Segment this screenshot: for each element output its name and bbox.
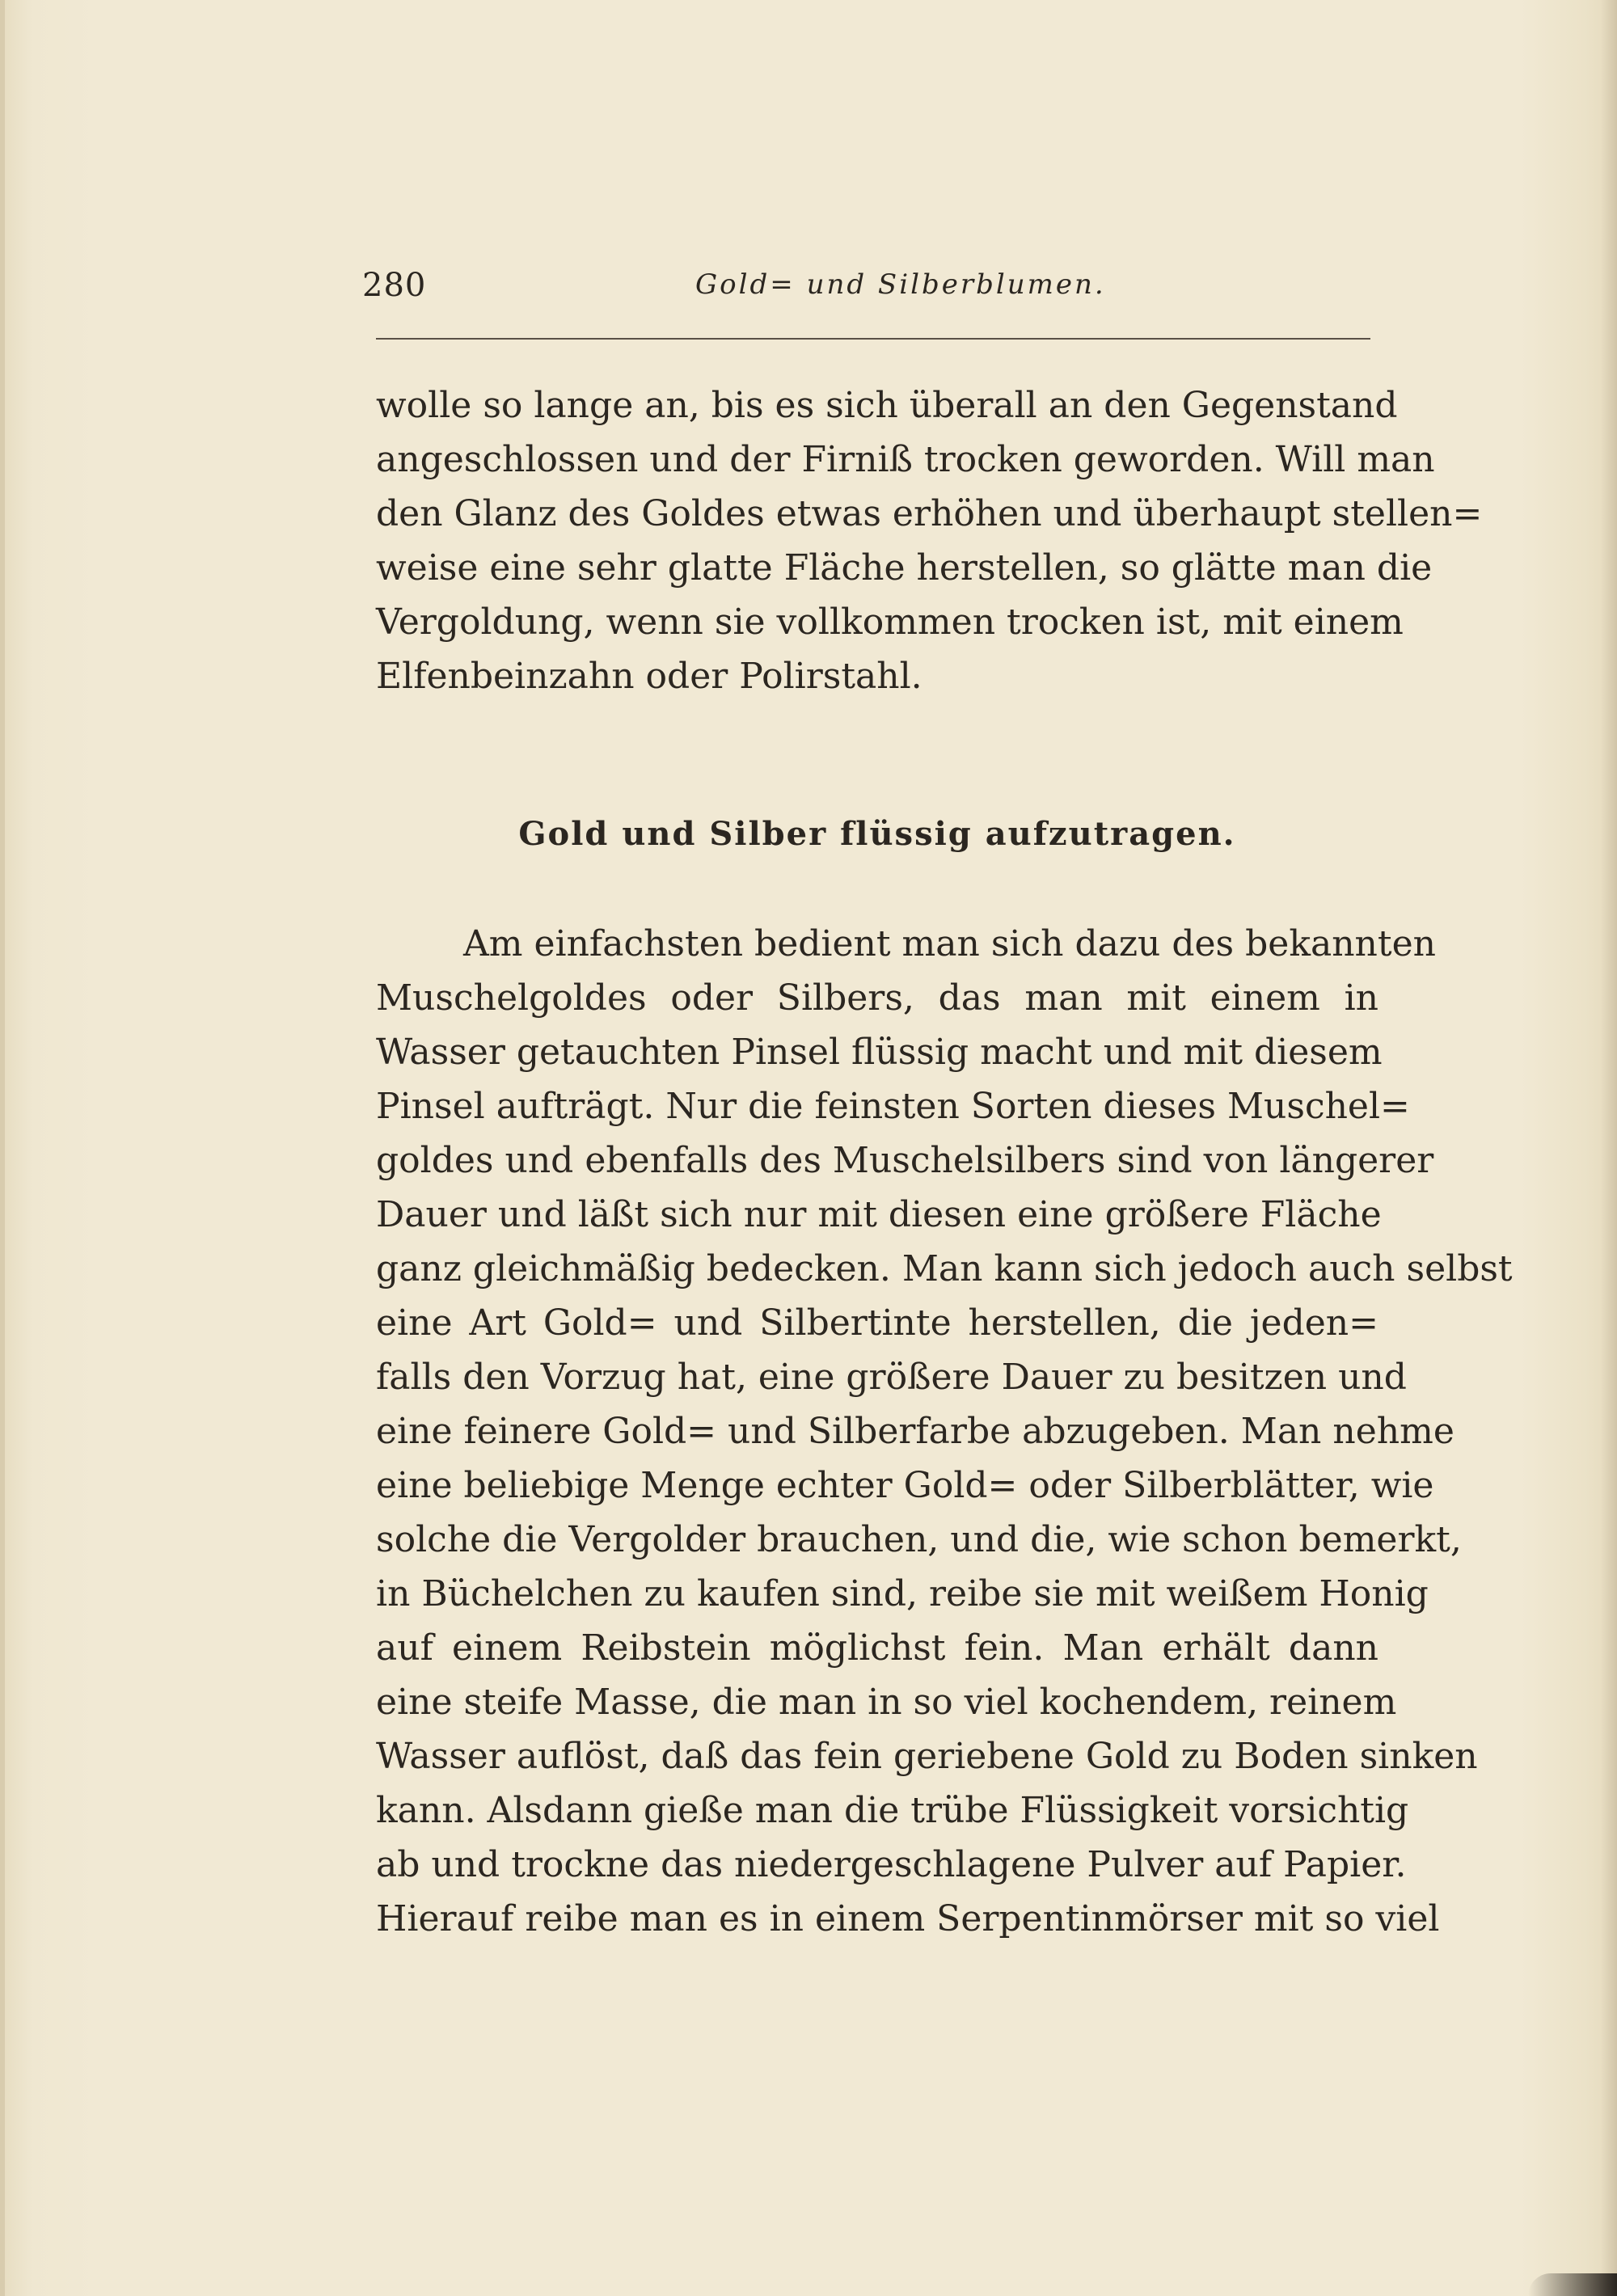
text-line: Wasser auflöst, daß das fein geriebene Gold zu Boden sinken xyxy=(376,1736,1478,1777)
page-corner-shadow xyxy=(1528,2273,1617,2296)
header-rule xyxy=(376,338,1370,340)
page-header xyxy=(362,267,1373,315)
text-line: Am einfachsten bedient man sich dazu des bekannten xyxy=(463,923,1436,964)
text-line: eine feinere Gold= und Silberfarbe abzugeben. Man nehme xyxy=(376,1411,1454,1452)
running-head: Gold= und Silberblumen. xyxy=(695,268,1106,301)
text-line: Dauer und läßt sich nur mit diesen eine größere Fläche xyxy=(376,1194,1382,1235)
text-line: eine steife Masse, die man in so viel kochendem, reinem xyxy=(376,1682,1397,1723)
text-line: Pinsel aufträgt. Nur die feinsten Sorten dieses Muschel= xyxy=(376,1086,1410,1127)
text-line: eine beliebige Menge echter Gold= oder Silberblätter, wie xyxy=(376,1465,1434,1506)
text-line: in Büchelchen zu kaufen sind, reibe sie mit weißem Honig xyxy=(376,1573,1429,1614)
text-line: kann. Alsdann gieße man die trübe Flüssigkeit vorsichtig xyxy=(376,1790,1409,1831)
text-line: auf einem Reibstein möglichst fein. Man erhält dann xyxy=(376,1627,1378,1669)
paragraph-2 xyxy=(376,917,1513,1946)
text-line: den Glanz des Goldes etwas erhöhen und überhaupt stellen= xyxy=(376,493,1483,534)
text-line: wolle so lange an, bis es sich überall an den Gegenstand xyxy=(376,385,1398,426)
text-line: eine Art Gold= und Silbertinte herstellen, die jeden= xyxy=(376,1302,1378,1344)
text-line: Wasser getauchten Pinsel flüssig macht und mit diesem xyxy=(376,1032,1383,1073)
text-line: ganz gleichmäßig bedecken. Man kann sich jedoch auch selbst xyxy=(376,1248,1513,1289)
text-line: angeschlossen und der Firniß trocken geworden. Will man xyxy=(376,439,1435,480)
text-line: weise eine sehr glatte Fläche herstellen, so glätte man die xyxy=(376,547,1433,589)
page-gutter-shadow xyxy=(1601,0,1617,2296)
text-line: goldes und ebenfalls des Muschelsilbers sind von längerer xyxy=(376,1140,1434,1181)
text-line: Muschelgoldes oder Silbers, das man mit einem in xyxy=(376,977,1378,1019)
section-heading: Gold und Silber flüssig aufzutragen. xyxy=(518,815,1236,853)
page-left-edge xyxy=(0,0,5,2296)
text-line: falls den Vorzug hat, eine größere Dauer zu besitzen und xyxy=(376,1357,1407,1398)
text-line: Elfenbeinzahn oder Polirstahl. xyxy=(376,656,922,697)
text-line: ab und trockne das niedergeschlagene Pulver auf Papier. xyxy=(376,1844,1407,1885)
text-line: Vergoldung, wenn sie vollkommen trocken ist, mit einem xyxy=(376,601,1404,643)
text-line: Hierauf reibe man es in einem Serpentinmörser mit so viel xyxy=(376,1898,1440,1939)
paragraph-1 xyxy=(376,378,1483,703)
page-number: 280 xyxy=(362,267,427,304)
text-line: solche die Vergolder brauchen, und die, wie schon bemerkt, xyxy=(376,1519,1462,1560)
